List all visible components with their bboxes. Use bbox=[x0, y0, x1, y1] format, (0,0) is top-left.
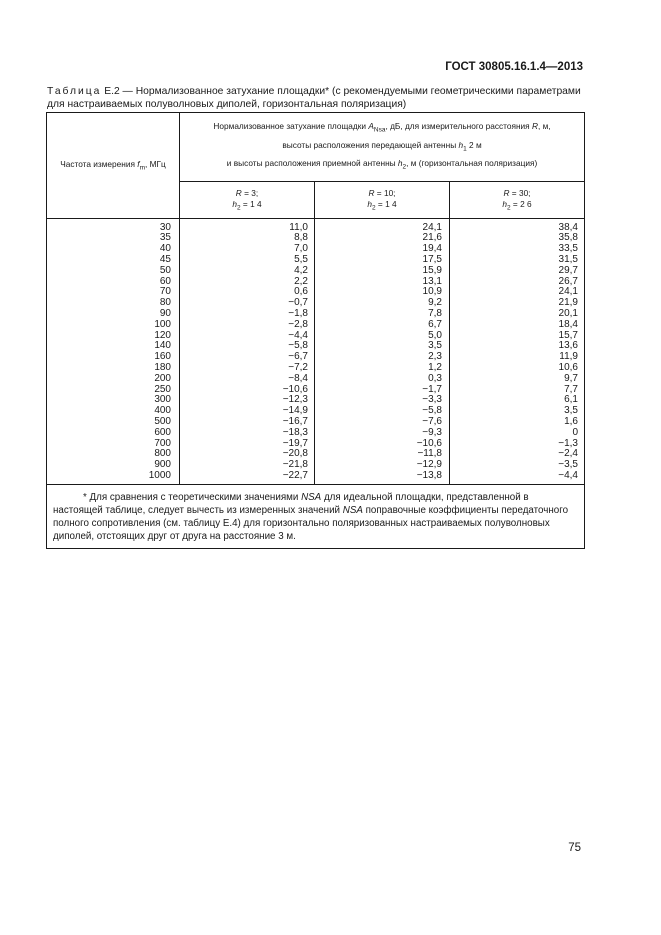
table-cell: 1,2 bbox=[428, 361, 442, 373]
table-cell: −2,8 bbox=[288, 318, 308, 330]
table-cell: −22,7 bbox=[282, 469, 308, 481]
table-cell: −13,8 bbox=[416, 469, 442, 481]
table-cell: 90 bbox=[159, 308, 171, 319]
values-r3-column bbox=[180, 218, 315, 484]
table-cell: 6,1 bbox=[564, 394, 578, 406]
table-cell: 21,6 bbox=[422, 232, 442, 244]
table-cell: 11,9 bbox=[559, 351, 578, 363]
table-cell: −1,3 bbox=[558, 437, 578, 449]
table-cell: −4,4 bbox=[558, 469, 578, 481]
subheader-r30: R = 30; $h_2 = 2$ 6 bbox=[450, 181, 585, 218]
table-cell: 4,2 bbox=[294, 264, 308, 276]
table-cell: 15,9 bbox=[422, 264, 442, 276]
table-cell: 0 bbox=[572, 426, 578, 438]
header-line-1: Нормализованное затухание площадки $A_{Nsa}$, дБ, для измерительного расстояния R, м, bbox=[213, 121, 551, 134]
table-cell: 7,8 bbox=[428, 308, 442, 319]
table-cell: 10,9 bbox=[422, 286, 442, 298]
frequency-column bbox=[47, 218, 180, 484]
table-cell: 45 bbox=[159, 254, 171, 266]
table-cell: 0,3 bbox=[428, 372, 442, 384]
table-cell: −10,6 bbox=[416, 437, 442, 449]
table-footnote: * Для сравнения с теоретическими значениями NSA для идеальной площадки, представленной в настоящей таблице, следует вычесть из измеренных значений NSA поправочные коэффициенты передаточного полного сопротивления (см. таблицу Е.4) для горизонтально поляризованных настраиваемых полуволновых диполей, отстоящих друг от друга на расстояние 3 м. bbox=[47, 484, 585, 548]
table-cell: −20,8 bbox=[282, 448, 308, 460]
table-cell: 31,5 bbox=[558, 254, 578, 266]
table-cell: 1000 bbox=[148, 469, 171, 481]
table-cell: 20,1 bbox=[558, 308, 578, 319]
table-cell: −18,3 bbox=[282, 426, 308, 438]
table-cell: −3,5 bbox=[558, 459, 578, 471]
table-cell: 5,5 bbox=[294, 254, 308, 266]
table-cell: 8,8 bbox=[294, 232, 308, 244]
document-code: ГОСТ 30805.16.1.4—2013 bbox=[445, 61, 583, 73]
table-cell: −1,7 bbox=[422, 383, 442, 395]
table-cell: 700 bbox=[154, 437, 171, 449]
table-cell: −4,4 bbox=[288, 329, 308, 341]
table-cell: 180 bbox=[154, 361, 171, 373]
table-cell: 18,4 bbox=[558, 318, 578, 330]
table-cell: 17,5 bbox=[422, 254, 442, 266]
header-line-3: и высоты расположения приемной антенны $h_2$, м (горизонтальная поляризация) bbox=[226, 158, 538, 171]
table-cell: −7,6 bbox=[422, 415, 442, 427]
attenuation-table bbox=[46, 112, 585, 549]
subheader-r3: R = 3; $h_2 = 1$ 4 bbox=[180, 181, 315, 218]
table-cell: 29,7 bbox=[558, 264, 578, 276]
table-cell: 35,8 bbox=[558, 232, 578, 244]
table-cell: 1,6 bbox=[564, 415, 578, 427]
table-cell: 21,9 bbox=[558, 297, 578, 309]
table-cell: −12,9 bbox=[416, 459, 442, 471]
table-cell: −8,4 bbox=[288, 372, 308, 384]
table-cell: 2,3 bbox=[428, 351, 442, 363]
table-cell: −1,8 bbox=[288, 308, 308, 319]
table-cell: 900 bbox=[154, 459, 171, 471]
table-cell: 0,6 bbox=[294, 286, 308, 298]
table-cell: 500 bbox=[154, 415, 171, 427]
table-cell: 7,7 bbox=[564, 383, 578, 395]
table-cell: 24,1 bbox=[422, 221, 442, 233]
table-cell: 600 bbox=[154, 426, 171, 438]
table-cell: −7,2 bbox=[288, 361, 308, 373]
table-cell: 7,0 bbox=[294, 243, 308, 255]
table-cell: 100 bbox=[154, 318, 171, 330]
table-cell: 26,7 bbox=[558, 275, 578, 287]
table-cell: −16,7 bbox=[282, 415, 308, 427]
table-cell: 70 bbox=[159, 286, 171, 298]
caption-lead: Таблица bbox=[47, 86, 102, 97]
table-cell: 2,2 bbox=[294, 275, 308, 287]
table-cell: 35 bbox=[159, 232, 171, 244]
table-cell: −9,3 bbox=[422, 426, 442, 438]
table-cell: −14,9 bbox=[282, 405, 308, 417]
attenuation-group-header bbox=[180, 113, 585, 182]
table-cell: −10,6 bbox=[282, 383, 308, 395]
page-number: 75 bbox=[568, 842, 581, 854]
table-cell: 140 bbox=[154, 340, 171, 352]
table-cell: 5,0 bbox=[428, 329, 442, 341]
table-cell: 13,1 bbox=[422, 275, 442, 287]
table-cell: 19,4 bbox=[422, 243, 442, 255]
table-cell: 9,2 bbox=[428, 297, 442, 309]
table-cell: 30 bbox=[159, 221, 171, 233]
table-cell: 9,7 bbox=[564, 372, 578, 384]
table-cell: −5,8 bbox=[422, 405, 442, 417]
table-cell: −11,8 bbox=[417, 448, 442, 460]
table-cell: 13,6 bbox=[558, 340, 578, 352]
table-cell: −2,4 bbox=[558, 448, 578, 460]
table-cell: 160 bbox=[154, 351, 171, 363]
subheader-r10: R = 10; $h_2 = 1$ 4 bbox=[315, 181, 450, 218]
caption-text: Е.2 — Нормализованное затухание площадки* (с рекомендуемыми геометрическими параметрами для настраиваемых полуволновых диполей, горизонтальная поляризация) bbox=[47, 86, 581, 110]
header-line-2: высоты расположения передающей антенны $h_1$ 2 м bbox=[282, 139, 482, 153]
table-cell: 300 bbox=[154, 394, 171, 406]
table-cell: 3,5 bbox=[564, 405, 578, 417]
table-cell: −21,8 bbox=[282, 459, 308, 471]
values-r30-column bbox=[450, 218, 585, 484]
table-cell: 80 bbox=[159, 297, 171, 309]
table-cell: 250 bbox=[154, 383, 171, 395]
table-cell: 24,1 bbox=[558, 286, 578, 298]
table-cell: 60 bbox=[159, 275, 171, 287]
table-cell: −19,7 bbox=[282, 437, 308, 449]
frequency-column-header: Частота измерения $f_m$, МГц bbox=[47, 113, 180, 219]
table-cell: 10,6 bbox=[558, 361, 578, 373]
values-r10-column bbox=[315, 218, 450, 484]
table-cell: −12,3 bbox=[282, 394, 308, 406]
table-cell: 11,0 bbox=[289, 221, 308, 233]
table-cell: −0,7 bbox=[288, 297, 308, 309]
table-cell: 6,7 bbox=[428, 318, 442, 330]
table-cell: 50 bbox=[159, 264, 171, 276]
table-cell: 800 bbox=[154, 448, 171, 460]
table-cell: −3,3 bbox=[422, 394, 442, 406]
table-cell: −6,7 bbox=[288, 351, 308, 363]
table-cell: 40 bbox=[159, 243, 171, 255]
table-cell: 400 bbox=[154, 405, 171, 417]
table-cell: 3,5 bbox=[428, 340, 442, 352]
table-cell: −5,8 bbox=[288, 340, 308, 352]
table-cell: 120 bbox=[154, 329, 171, 341]
table-cell: 15,7 bbox=[558, 329, 578, 341]
table-cell: 33,5 bbox=[558, 243, 578, 255]
table-cell: 38,4 bbox=[558, 221, 578, 233]
table-caption bbox=[47, 85, 585, 111]
table-cell: 200 bbox=[154, 372, 171, 384]
